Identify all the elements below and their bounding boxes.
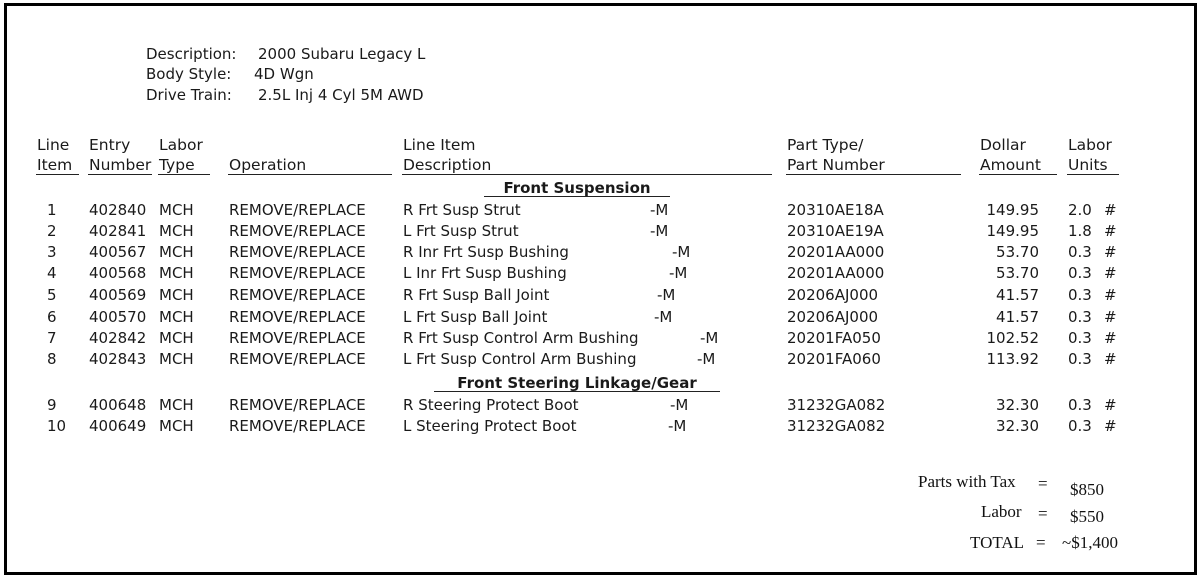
labor-total-value: $550 — [1070, 507, 1104, 526]
table-row — [0, 350, 1200, 370]
row-dollar-amount: 41.57 — [996, 308, 1039, 326]
row-dollar-amount: 53.70 — [996, 264, 1039, 282]
row-labor-units: 1.8 — [1068, 222, 1092, 240]
row-flag-mark: # — [1104, 308, 1117, 326]
row-labor-units: 0.3 — [1068, 286, 1092, 304]
col-units-2: Units — [1068, 156, 1108, 174]
row-labor-units: 0.3 — [1068, 264, 1092, 282]
row-line-number: 3 — [47, 243, 57, 261]
row-entry-number: 400648 — [89, 396, 147, 414]
row-labor-type: MCH — [159, 350, 194, 368]
col-line-2: Item — [37, 156, 73, 174]
row-line-number: 5 — [47, 286, 57, 304]
row-description: R Frt Susp Strut — [403, 201, 521, 219]
row-description: L Frt Susp Ball Joint — [403, 308, 548, 326]
row-flag-mark: # — [1104, 350, 1117, 368]
row-line-number: 6 — [47, 308, 57, 326]
row-code: -M — [650, 222, 669, 240]
row-flag-mark: # — [1104, 396, 1117, 414]
row-labor-units: 0.3 — [1068, 396, 1092, 414]
col-desc-1: Line Item — [403, 136, 476, 154]
row-labor-units: 0.3 — [1068, 350, 1092, 368]
row-labor-type: MCH — [159, 201, 194, 219]
row-labor-units: 0.3 — [1068, 329, 1092, 347]
row-labor-type: MCH — [159, 286, 194, 304]
row-dollar-amount: 53.70 — [996, 243, 1039, 261]
table-row — [0, 308, 1200, 328]
row-dollar-amount: 113.92 — [986, 350, 1039, 368]
col-dollar-2: Amount — [980, 156, 1041, 174]
section-title-underline — [484, 196, 670, 197]
row-code: -M — [700, 329, 719, 347]
row-operation: REMOVE/REPLACE — [229, 201, 366, 219]
row-labor-units: 2.0 — [1068, 201, 1092, 219]
table-row — [0, 396, 1200, 416]
row-part-number: 31232GA082 — [787, 396, 886, 414]
row-operation: REMOVE/REPLACE — [229, 350, 366, 368]
row-operation: REMOVE/REPLACE — [229, 396, 366, 414]
drive-train-label: Drive Train: — [146, 86, 232, 104]
grand-total-label: TOTAL — [970, 533, 1025, 552]
drive-train-value: 2.5L Inj 4 Cyl 5M AWD — [258, 86, 424, 104]
row-dollar-amount: 32.30 — [996, 396, 1039, 414]
section-title: Front Steering Linkage/Gear — [457, 374, 697, 392]
row-code: -M — [668, 417, 687, 435]
row-part-number: 20206AJ000 — [787, 308, 879, 326]
row-labor-type: MCH — [159, 243, 194, 261]
row-line-number: 10 — [47, 417, 67, 435]
row-part-number: 20201FA050 — [787, 329, 881, 347]
col-part-2: Part Number — [787, 156, 885, 174]
row-code: -M — [657, 286, 676, 304]
row-flag-mark: # — [1104, 329, 1117, 347]
table-row — [0, 264, 1200, 284]
row-description: R Frt Susp Control Arm Bushing — [403, 329, 639, 347]
row-labor-units: 0.3 — [1068, 417, 1092, 435]
row-part-number: 20201FA060 — [787, 350, 881, 368]
row-line-number: 8 — [47, 350, 57, 368]
row-entry-number: 402842 — [89, 329, 147, 347]
row-operation: REMOVE/REPLACE — [229, 243, 366, 261]
col-operation: Operation — [229, 156, 307, 174]
row-entry-number: 402840 — [89, 201, 147, 219]
row-flag-mark: # — [1104, 286, 1117, 304]
col-labor-type-1: Labor — [159, 136, 203, 154]
row-labor-units: 0.3 — [1068, 243, 1092, 261]
parts-with-tax-label: Parts with Tax — [918, 472, 1016, 491]
row-part-number: 20206AJ000 — [787, 286, 879, 304]
row-dollar-amount: 149.95 — [986, 201, 1039, 219]
row-entry-number: 400569 — [89, 286, 147, 304]
row-flag-mark: # — [1104, 243, 1117, 261]
table-row — [0, 286, 1200, 306]
row-labor-type: MCH — [159, 308, 194, 326]
row-dollar-amount: 41.57 — [996, 286, 1039, 304]
row-entry-number: 400649 — [89, 417, 147, 435]
row-line-number: 7 — [47, 329, 57, 347]
row-flag-mark: # — [1104, 201, 1117, 219]
row-line-number: 4 — [47, 264, 57, 282]
table-row — [0, 243, 1200, 263]
col-units-1: Labor — [1068, 136, 1112, 154]
parts-with-tax-value: $850 — [1070, 480, 1104, 499]
row-entry-number: 400570 — [89, 308, 147, 326]
row-labor-type: MCH — [159, 417, 194, 435]
row-description: R Frt Susp Ball Joint — [403, 286, 550, 304]
table-row — [0, 329, 1200, 349]
col-entry-2: Number — [89, 156, 152, 174]
description-value: 2000 Subaru Legacy L — [258, 45, 426, 63]
section-title: Front Suspension — [503, 179, 651, 197]
row-code: -M — [670, 396, 689, 414]
row-operation: REMOVE/REPLACE — [229, 264, 366, 282]
row-labor-type: MCH — [159, 329, 194, 347]
table-row — [0, 417, 1200, 437]
row-code: -M — [654, 308, 673, 326]
description-label: Description: — [146, 45, 237, 63]
row-labor-type: MCH — [159, 264, 194, 282]
row-description: L Steering Protect Boot — [403, 417, 577, 435]
row-part-number: 20310AE19A — [787, 222, 884, 240]
row-dollar-amount: 32.30 — [996, 417, 1039, 435]
row-operation: REMOVE/REPLACE — [229, 417, 366, 435]
row-code: -M — [669, 264, 688, 282]
body-style-label: Body Style: — [146, 65, 232, 83]
row-entry-number: 400568 — [89, 264, 147, 282]
labor-total-label: Labor — [981, 502, 1022, 521]
row-description: L Inr Frt Susp Bushing — [403, 264, 567, 282]
col-entry-1: Entry — [89, 136, 131, 154]
row-part-number: 20310AE18A — [787, 201, 884, 219]
row-description: R Inr Frt Susp Bushing — [403, 243, 569, 261]
row-flag-mark: # — [1104, 264, 1117, 282]
row-dollar-amount: 102.52 — [986, 329, 1039, 347]
section-title-underline — [434, 391, 720, 392]
row-code: -M — [650, 201, 669, 219]
row-operation: REMOVE/REPLACE — [229, 286, 366, 304]
row-flag-mark: # — [1104, 417, 1117, 435]
row-description: L Frt Susp Strut — [403, 222, 519, 240]
row-code: -M — [672, 243, 691, 261]
row-labor-type: MCH — [159, 222, 194, 240]
row-operation: REMOVE/REPLACE — [229, 222, 366, 240]
table-row — [0, 222, 1200, 242]
col-labor-type-2: Type — [159, 156, 195, 174]
row-entry-number: 400567 — [89, 243, 147, 261]
row-entry-number: 402841 — [89, 222, 147, 240]
row-operation: REMOVE/REPLACE — [229, 308, 366, 326]
row-line-number: 2 — [47, 222, 57, 240]
body-style-value: 4D Wgn — [254, 65, 314, 83]
row-description: L Frt Susp Control Arm Bushing — [403, 350, 637, 368]
row-part-number: 20201AA000 — [787, 243, 885, 261]
table-row — [0, 201, 1200, 221]
row-part-number: 20201AA000 — [787, 264, 885, 282]
row-line-number: 9 — [47, 396, 57, 414]
row-description: R Steering Protect Boot — [403, 396, 579, 414]
row-operation: REMOVE/REPLACE — [229, 329, 366, 347]
parts-equals: = — [1038, 474, 1048, 493]
labor-equals: = — [1038, 504, 1048, 523]
row-labor-type: MCH — [159, 396, 194, 414]
total-equals: = — [1036, 533, 1046, 552]
col-dollar-1: Dollar — [980, 136, 1026, 154]
row-labor-units: 0.3 — [1068, 308, 1092, 326]
row-dollar-amount: 149.95 — [986, 222, 1039, 240]
row-line-number: 1 — [47, 201, 57, 219]
col-part-1: Part Type/ — [787, 136, 864, 154]
row-code: -M — [697, 350, 716, 368]
row-entry-number: 402843 — [89, 350, 147, 368]
row-part-number: 31232GA082 — [787, 417, 886, 435]
grand-total-value: ~$1,400 — [1062, 533, 1118, 552]
col-line-1: Line — [37, 136, 70, 154]
col-desc-2: Description — [403, 156, 492, 174]
row-flag-mark: # — [1104, 222, 1117, 240]
